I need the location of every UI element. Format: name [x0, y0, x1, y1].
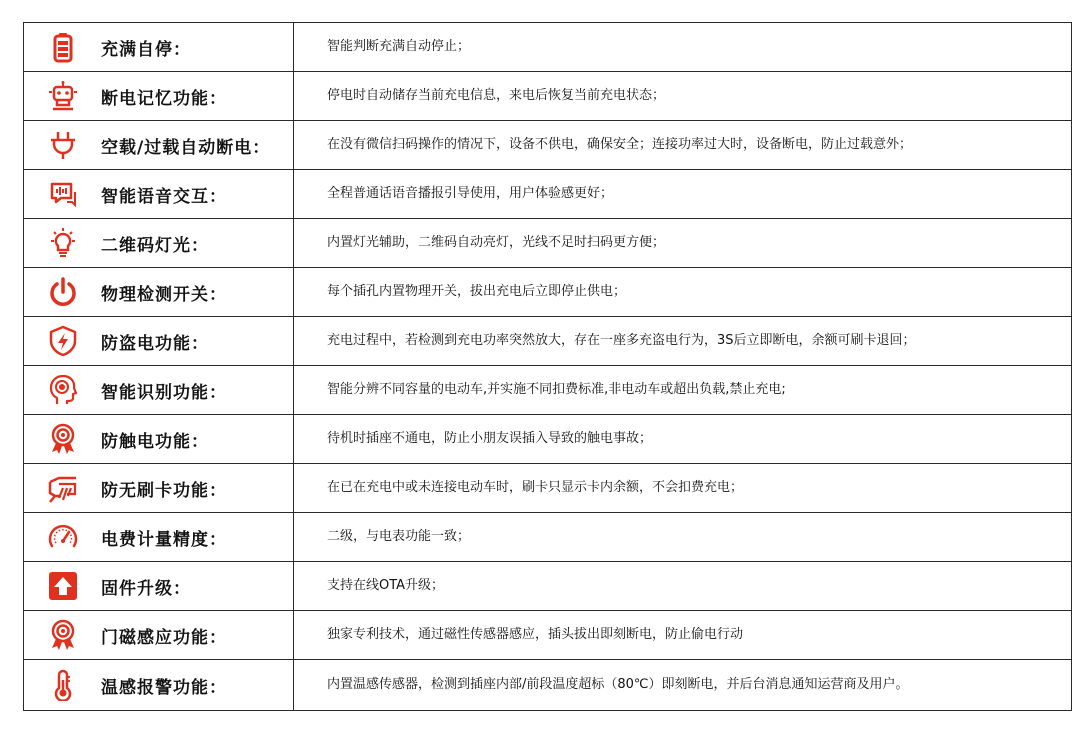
feature-name-cell [24, 611, 294, 660]
feature-name-cell [24, 562, 294, 611]
feature-desc-cell [294, 170, 1072, 219]
head-recognition-icon [45, 372, 81, 408]
table-row [24, 366, 1072, 415]
feature-table [23, 22, 1072, 711]
table-row [24, 415, 1072, 464]
feature-description: 智能分辨不同容量的电动车,并实施不同扣费标准,非电动车或超出负载,禁止充电; [327, 382, 786, 397]
feature-desc-cell [294, 121, 1072, 170]
feature-name-cell [24, 513, 294, 562]
feature-name-cell [24, 121, 294, 170]
table-row [24, 317, 1072, 366]
feature-description: 待机时插座不通电，防止小朋友误插入导致的触电事故； [327, 431, 653, 446]
shield-lightning-icon [45, 323, 81, 359]
feature-name-cell [24, 268, 294, 317]
feature-name: 防触电功能： [101, 431, 209, 452]
feature-description: 在已在充电中或未连接电动车时，刷卡只显示卡内余额，不会扣费充电； [327, 480, 744, 495]
speedometer-icon [45, 519, 81, 555]
hand-card-icon [45, 470, 81, 506]
feature-name: 智能语音交互： [101, 186, 227, 207]
feature-desc-cell [294, 72, 1072, 121]
feature-desc-cell [294, 366, 1072, 415]
feature-name: 空载/过载自动断电： [101, 137, 271, 158]
feature-name-cell [24, 23, 294, 72]
feature-description: 二级，与电表功能一致； [327, 529, 471, 544]
feature-name: 充满自停： [101, 39, 191, 60]
feature-description: 停电时自动储存当前充电信息，来电后恢复当前充电状态； [327, 88, 666, 103]
feature-description: 内置灯光辅助，二维码自动亮灯，光线不足时扫码更方便； [327, 235, 666, 250]
robot-memory-icon [45, 78, 81, 114]
feature-description: 支持在线OTA升级； [327, 578, 445, 593]
table-row [24, 513, 1072, 562]
table-row [24, 660, 1072, 711]
power-plug-icon [45, 127, 81, 163]
feature-description: 内置温感传感器，检测到插座内部/前段温度超标（80℃）即刻断电，并后台消息通知运营商及用户。 [327, 677, 909, 692]
feature-name-cell [24, 366, 294, 415]
feature-name: 温感报警功能： [101, 677, 227, 698]
feature-desc-cell [294, 513, 1072, 562]
table-row [24, 464, 1072, 513]
feature-name-cell [24, 317, 294, 366]
light-bulb-icon [45, 225, 81, 261]
feature-desc-cell [294, 415, 1072, 464]
feature-name-cell [24, 464, 294, 513]
feature-name-cell [24, 72, 294, 121]
table-row [24, 121, 1072, 170]
table-row [24, 170, 1072, 219]
award-badge-icon [45, 617, 81, 653]
table-row [24, 562, 1072, 611]
table-row [24, 23, 1072, 72]
table-row [24, 72, 1072, 121]
feature-desc-cell [294, 23, 1072, 72]
feature-desc-cell [294, 611, 1072, 660]
table-row [24, 219, 1072, 268]
feature-name-cell [24, 219, 294, 268]
feature-name: 防无刷卡功能： [101, 480, 227, 501]
thermometer-icon [45, 667, 81, 703]
battery-full-icon [45, 29, 81, 65]
feature-name: 二维码灯光： [101, 235, 209, 256]
feature-name: 物理检测开关： [101, 284, 227, 305]
feature-name: 智能识别功能： [101, 382, 227, 403]
power-button-icon [45, 274, 81, 310]
feature-name-cell [24, 660, 294, 711]
upgrade-arrow-icon [45, 568, 81, 604]
feature-description: 每个插孔内置物理开关，拔出充电后立即停止供电； [327, 284, 627, 299]
voice-chat-icon [45, 176, 81, 212]
feature-desc-cell [294, 268, 1072, 317]
feature-description: 在没有微信扫码操作的情况下，设备不供电，确保安全；连接功率过大时，设备断电，防止过载意外； [327, 137, 913, 152]
table-row [24, 268, 1072, 317]
table-row [24, 611, 1072, 660]
feature-name-cell [24, 170, 294, 219]
feature-name: 门磁感应功能： [101, 627, 227, 648]
feature-description: 充电过程中，若检测到充电功率突然放大，存在一座多充盗电行为，3S后立即断电，余额可刷卡退回； [327, 333, 916, 348]
feature-name-cell [24, 415, 294, 464]
feature-name: 断电记忆功能： [101, 88, 227, 109]
feature-description: 独家专利技术，通过磁性传感器感应，插头拔出即刻断电，防止偷电行动 [327, 627, 744, 642]
feature-name: 防盗电功能： [101, 333, 209, 354]
feature-name: 电费计量精度： [101, 529, 227, 550]
feature-desc-cell [294, 317, 1072, 366]
feature-description: 智能判断充满自动停止； [327, 39, 471, 54]
feature-description: 全程普通话语音播报引导使用，用户体验感更好； [327, 186, 614, 201]
feature-desc-cell [294, 219, 1072, 268]
award-badge-icon [45, 421, 81, 457]
feature-desc-cell [294, 562, 1072, 611]
feature-name: 固件升级： [101, 578, 191, 599]
feature-desc-cell [294, 660, 1072, 711]
feature-desc-cell [294, 464, 1072, 513]
